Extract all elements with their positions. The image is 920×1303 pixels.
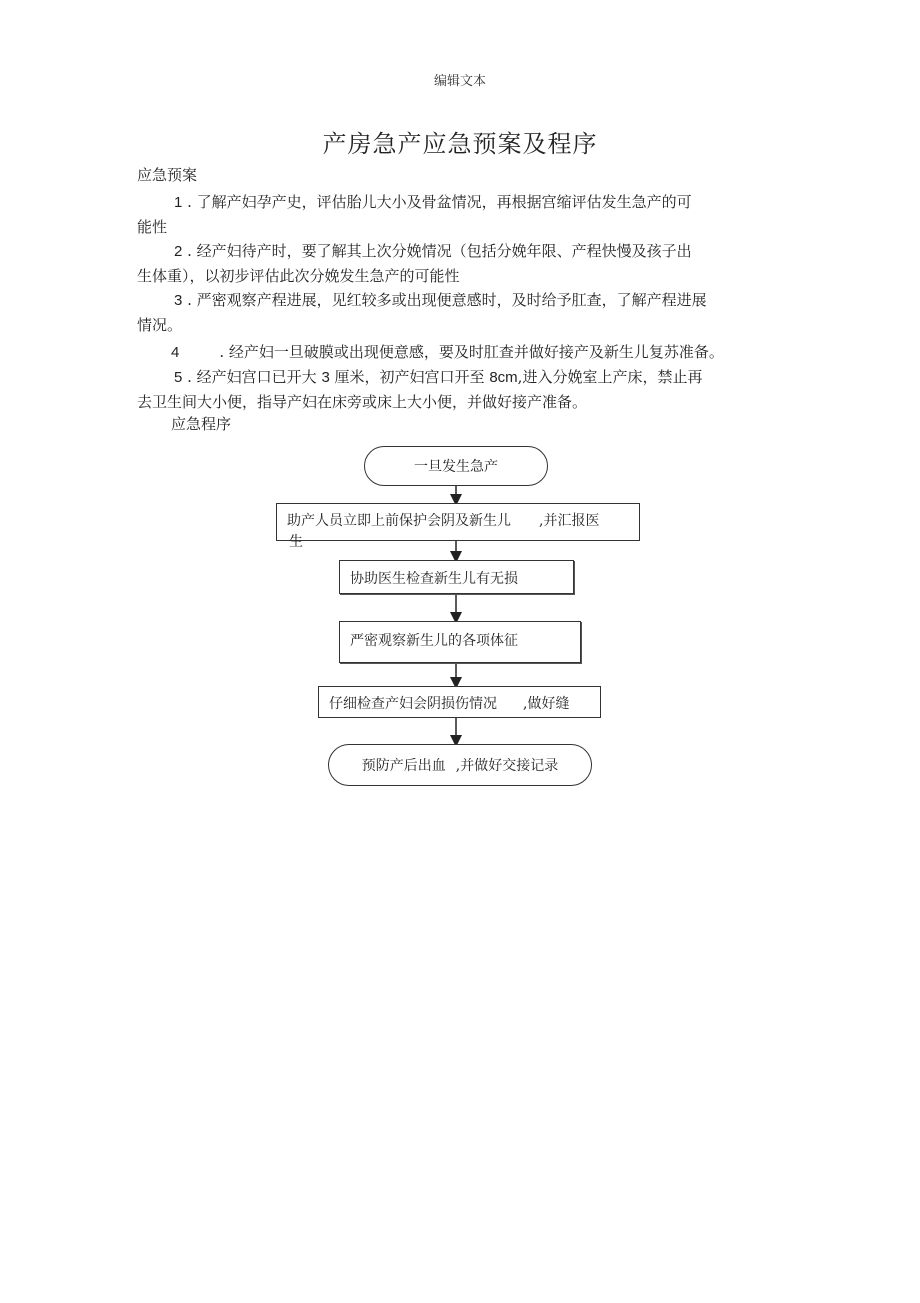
flow-step-text: 一旦发生急产: [414, 459, 498, 475]
flow-step-5: [318, 686, 601, 718]
flow-step-text: 生: [289, 534, 303, 550]
item-text-line2: 情况。: [137, 316, 183, 334]
item-number: 2: [174, 243, 183, 260]
flow-step-text: 助产人员立即上前保护会阴及新生儿: [287, 513, 511, 529]
item-text-line1c: ,进入分娩室上产床，禁止再: [517, 368, 703, 386]
flow-end-oval: [328, 744, 592, 786]
item-number: 5: [174, 369, 183, 386]
flow-step-3: [339, 560, 574, 594]
item-text-line2: 去卫生间大小便，指导产妇在床旁或床上大小便，并做好接产准备。: [137, 393, 588, 411]
flow-start-oval: [364, 446, 548, 486]
flow-step-2: [276, 503, 640, 550]
item-text-line2: 能性: [137, 218, 168, 236]
item-number: 3: [174, 292, 183, 309]
item-text-line1: . 经产妇待产时，要了解其上次分娩情况（包括分娩年限、产程快慢及孩子出: [187, 242, 692, 260]
item-number: 4: [171, 344, 180, 361]
dilation-value: 8cm: [489, 369, 518, 386]
document-title: 产房急产应急预案及程序: [322, 130, 598, 158]
item-text-line1: . 了解产妇孕产史，评估胎儿大小及骨盆情况，再根据宫缩评估发生急产的可: [187, 193, 692, 211]
flow-step-text: 协助医生检查新生儿有无损: [350, 571, 518, 587]
dilation-value: 3: [321, 369, 330, 386]
item-text-line1: . 严密观察产程进展，见红较多或出现便意感时，及时给予肛查，了解产程进展: [187, 291, 707, 309]
flow-step-text: 严密观察新生儿的各项体征: [350, 633, 518, 649]
page-header: 编辑文本: [433, 74, 486, 89]
item-text-line1a: . 经产妇宫口已开大: [187, 368, 322, 386]
procedure-section-label: 应急程序: [171, 415, 232, 433]
item-text-line1: . 经产妇一旦破膜或出现便意感，要及时肛查并做好接产及新生儿复苏准备。: [219, 343, 724, 361]
flow-step-text: ,并做好交接记录: [455, 758, 559, 774]
item-text-line2: 生体重），以初步评估此次分娩发生急产的可能性: [137, 267, 460, 285]
flow-step-4: [339, 621, 581, 663]
item-text-line1b: 厘米，初产妇宫口开至: [329, 368, 490, 386]
flow-step-text: ,并汇报医: [539, 513, 600, 529]
flow-step-text: 仔细检查产妇会阴损伤情况: [329, 696, 497, 712]
plan-section-label: 应急预案: [137, 166, 198, 184]
flow-step-text: ,做好缝: [523, 696, 570, 712]
flow-step-text: 预防产后出血: [361, 758, 446, 774]
item-number: 1: [174, 194, 183, 211]
